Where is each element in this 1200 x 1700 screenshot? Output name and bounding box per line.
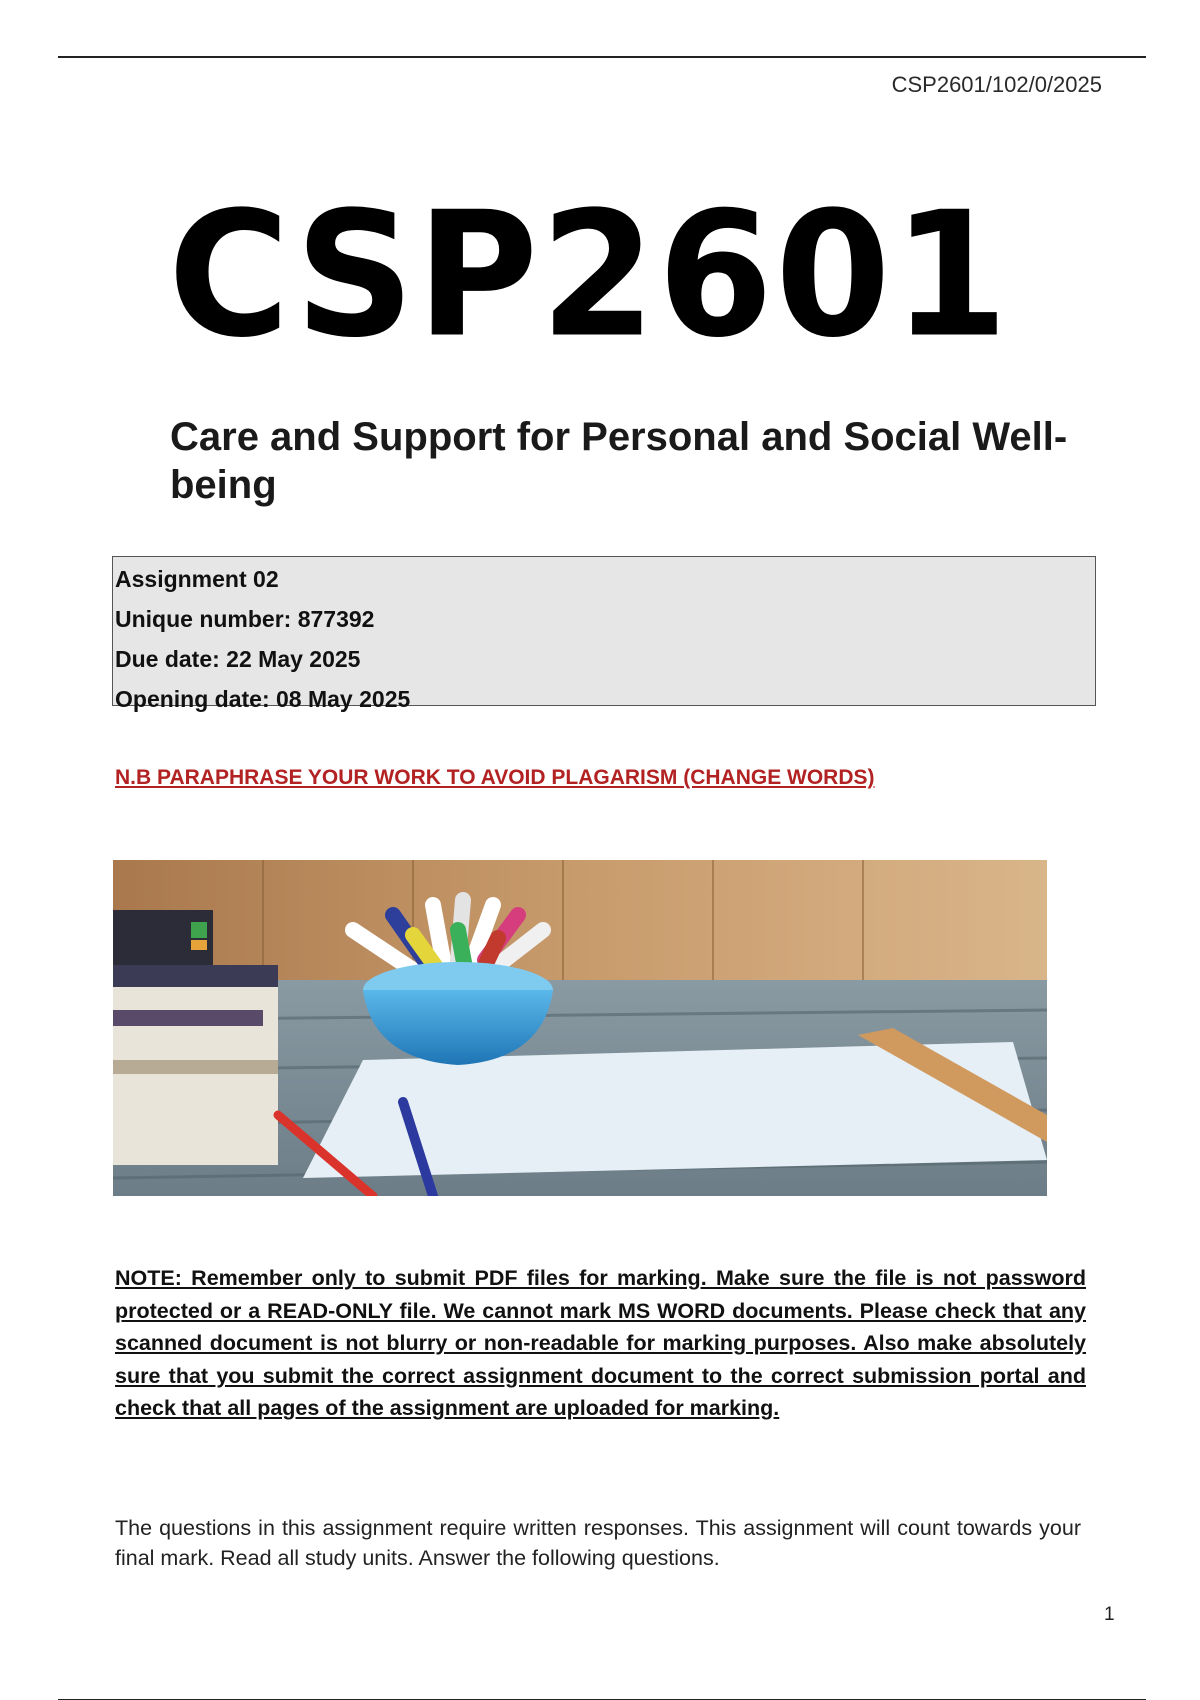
assignment-intro: The questions in this assignment require written responses. This assignment will count towards your final mark. Read all study units. Answer the following questions.: [115, 1516, 1081, 1570]
plagiarism-warning: N.B PARAPHRASE YOUR WORK TO AVOID PLAGARISM (CHANGE WORDS): [115, 766, 875, 789]
course-title: Care and Support for Personal and Social Well-being: [170, 415, 1068, 507]
page-number: 1: [1104, 1604, 1115, 1625]
opening-date: Opening date: 08 May 2025: [115, 686, 411, 712]
course-code: CSP2601: [168, 175, 1011, 377]
top-rule: [58, 56, 1146, 58]
unique-number: Unique number: 877392: [115, 606, 375, 632]
desk-photo-icon: [113, 860, 1047, 1196]
submission-note: NOTE: Remember only to submit PDF files for marking. Make sure the file is not password protected or a READ-ONLY file. We cannot mark MS WORD documents. Please check that any scanned document is not blurry or non-readable for marking purposes. Also make absolutely sure that you submit the correct assignment document to the correct submission portal and check that all pages of the assignment are uploaded for marking.: [115, 1266, 1086, 1420]
document-code: CSP2601/102/0/2025: [891, 72, 1102, 97]
assignment-info-box: [112, 556, 1096, 712]
due-date: Due date: 22 May 2025: [115, 646, 361, 672]
assignment-number: Assignment 02: [115, 566, 279, 592]
